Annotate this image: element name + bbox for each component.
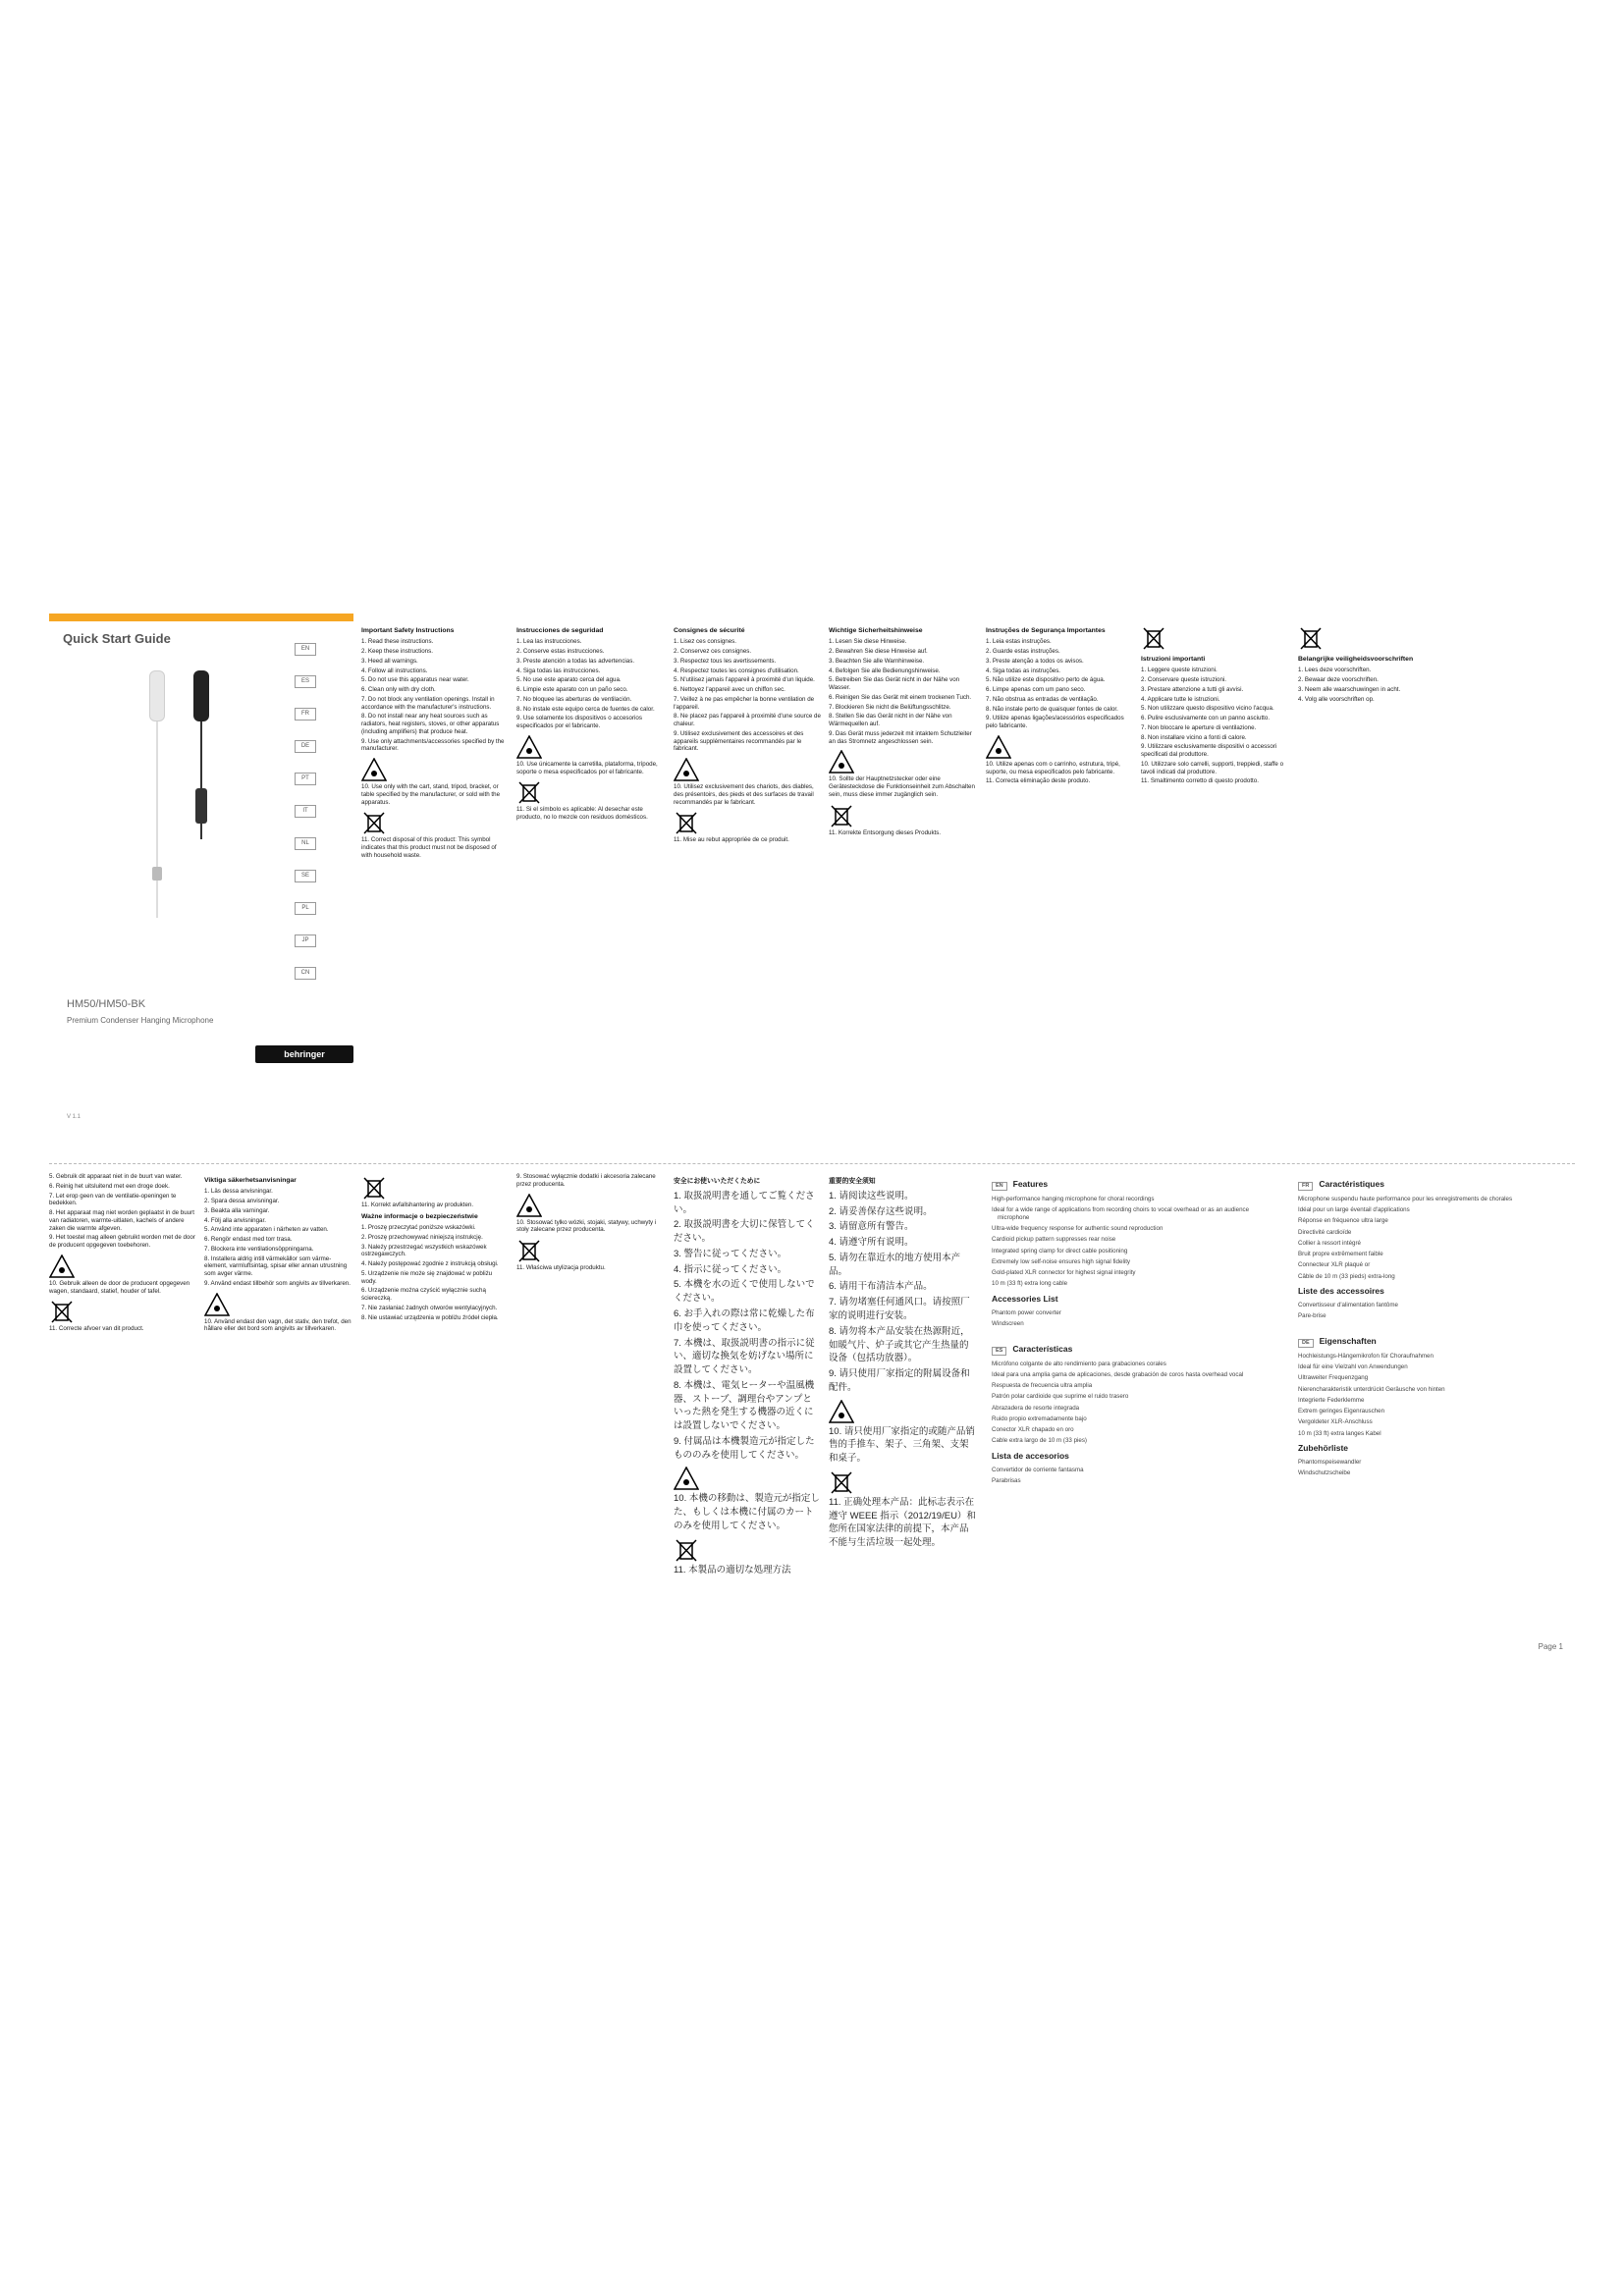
- lang-tab-es[interactable]: ES: [295, 675, 316, 688]
- recycle-bin-crossed-icon: [49, 1300, 75, 1323]
- feature-item: Conector XLR chapado en oro: [992, 1426, 1074, 1434]
- feature-item: Abrazadera de resorte integrada: [992, 1404, 1080, 1412]
- feature-item: Câble de 10 m (33 pieds) extra-long: [1298, 1272, 1395, 1280]
- safety-item: 7. 请勿堵塞任何通风口。请按照厂家的说明进行安装。: [829, 1297, 970, 1321]
- safety-item: 8. Ne placez pas l'appareil à proximité d'une source de chaleur.: [674, 713, 821, 728]
- feature-item: Nierencharakteristik unterdrückt Geräusche von hinten: [1298, 1385, 1445, 1393]
- safety-item: 1. Leia estas instruções.: [986, 638, 1052, 646]
- safety-panel-nl-se: [49, 1173, 353, 1664]
- lang-tab-fr[interactable]: FR: [295, 708, 316, 721]
- safety-item: 3. Beachten Sie alle Warnhinweise.: [829, 657, 925, 665]
- safety-column-es: [516, 623, 664, 824]
- safety-item: 10. 请只使用厂家指定的或随产品销售的手推车、架子、三角架、支架和桌子。: [829, 1425, 975, 1465]
- safety-item: 4. 指示に従ってください。: [674, 1263, 787, 1275]
- safety-column-se-cont: [361, 1173, 509, 1323]
- feature-item: 10 m (33 ft) extra langes Kabel: [1298, 1429, 1381, 1437]
- safety-item: 3. 请留意所有警告。: [829, 1221, 914, 1233]
- lang-tab-pt[interactable]: PT: [295, 773, 316, 785]
- feature-item: Ultraweiter Frequenzgang: [1298, 1374, 1369, 1382]
- accessories-title-es: Lista de accesorios: [992, 1451, 1069, 1462]
- safety-item: 1. Read these instructions.: [361, 638, 434, 646]
- feature-item: Connecteur XLR plaqué or: [1298, 1261, 1371, 1269]
- brand-logo: behringer: [255, 1045, 353, 1063]
- feature-item: 10 m (33 ft) extra long cable: [992, 1280, 1068, 1288]
- safety-item: 7. Veillez à ne pas empêcher la bonne ventilation de l'appareil.: [674, 695, 815, 711]
- safety-item: 1. 请阅读这些说明。: [829, 1190, 914, 1201]
- safety-item: 9. Use only attachments/accessories specified by the manufacturer.: [361, 737, 505, 753]
- lang-tab-en[interactable]: EN: [295, 643, 316, 656]
- safety-item: 10. Utilisez exclusivement des chariots, des diables, des présentoirs, des pieds et des surfaces de travail recommandés par le fabricant.: [674, 783, 814, 806]
- safety-panel-en-es: [361, 614, 666, 1163]
- safety-item: 9. Het toestel mag alleen gebruikt worden met de door de producent opgegeven toebehoren.: [49, 1234, 195, 1249]
- top-sheet: [49, 614, 1575, 1163]
- safety-item: 5. Gebruik dit apparaat niet in de buurt van water.: [49, 1173, 183, 1180]
- safety-item: 2. Proszę przechowywać niniejszą instrukcję.: [361, 1233, 483, 1241]
- recycle-bin-crossed-icon: [361, 811, 387, 834]
- safety-item: 3. 警告に従ってください。: [674, 1248, 787, 1259]
- feature-item: Directivité cardioïde: [1298, 1228, 1352, 1236]
- lang-tag-fr: FR: [1298, 1182, 1313, 1191]
- safety-column-de: [829, 623, 976, 838]
- feature-item: Bruit propre extrêmement faible: [1298, 1251, 1383, 1258]
- safety-item: 5. 本機を水の近くで使用しないでください。: [674, 1279, 815, 1305]
- features-section-fr: [1298, 1173, 1563, 1481]
- safety-item: 3. Respectez tous les avertissements.: [674, 657, 777, 665]
- microphone-image-black: [191, 670, 211, 965]
- lang-tag-en: EN: [992, 1182, 1007, 1191]
- feature-item: Patrón polar cardioide que suprime el ruido trasero: [992, 1393, 1129, 1401]
- feature-item: Respuesta de frecuencia ultra amplia: [992, 1382, 1093, 1390]
- safety-heading-pl: Ważne informacje o bezpieczeństwie: [361, 1212, 478, 1220]
- accessory-item: Phantom power converter: [992, 1308, 1061, 1316]
- accessory-item: Convertisseur d'alimentation fantôme: [1298, 1302, 1398, 1308]
- safety-item: 1. Lea las instrucciones.: [516, 638, 582, 646]
- feature-item: Microphone suspendu haute performance pour les enregistrements de chorales: [1298, 1195, 1513, 1202]
- safety-heading-es: Instrucciones de seguridad: [516, 627, 604, 634]
- safety-column-nl-cont: [49, 1173, 196, 1335]
- safety-item: 11. 本製品の適切な処理方法: [674, 1564, 791, 1575]
- features-title-fr: Caractéristiques: [1319, 1179, 1384, 1189]
- safety-item: 8. Não instale perto de quaisquer fontes de calor.: [986, 705, 1118, 713]
- cover-panel: [49, 614, 353, 1163]
- safety-item: 8. Het apparaat mag niet worden geplaatst in de buurt van radiatoren, warmte-uitlaten, kachels of andere zaken die warmte afgeven.: [49, 1209, 194, 1232]
- safety-item: 6. Reinigen Sie das Gerät mit einem trockenen Tuch.: [829, 693, 972, 701]
- safety-heading-cn: 重要的安全须知: [829, 1178, 876, 1185]
- safety-item: 10. Stosować tylko wózki, stojaki, statywy, uchwyty i stoły zalecane przez producenta.: [516, 1218, 657, 1234]
- lang-tab-it[interactable]: IT: [295, 805, 316, 818]
- safety-item: 8. Do not install near any heat sources such as radiators, heat registers, stoves, or other apparatus (including amplifiers) that produce heat.: [361, 713, 500, 735]
- recycle-bin-crossed-icon: [829, 804, 854, 828]
- safety-item: 4. Siga todas as instruções.: [986, 667, 1061, 674]
- lang-tag-es: ES: [992, 1347, 1006, 1356]
- safety-item: 5. Urządzenie nie może się znajdować w pobliżu wody.: [361, 1269, 493, 1285]
- safety-item: 11. Correcte afvoer van dit product.: [49, 1325, 144, 1333]
- safety-item: 11. Correct disposal of this product: This symbol indicates that this product must not be disposed of with household waste.: [361, 836, 497, 859]
- safety-item: 10. Använd endast den vagn, det stativ, den trefot, den hållare eller det bord som angivits av tillverkaren.: [204, 1317, 352, 1333]
- safety-item: 11. Correcta eliminação deste produto.: [986, 777, 1091, 785]
- safety-item: 7. Blockieren Sie nicht die Belüftungsschlitze.: [829, 703, 951, 711]
- safety-item: 8. Non installare vicino a fonti di calore.: [1141, 733, 1247, 741]
- feature-item: Cable extra largo de 10 m (33 pies): [992, 1437, 1087, 1445]
- version-label: V 1.1: [67, 1114, 81, 1120]
- safety-item: 5. N'utilisez jamais l'appareil à proximité d'un liquide.: [674, 676, 815, 684]
- safety-item: 9. Utilisez exclusivement des accessoires et des appareils supplémentaires recommandés par le fabricant.: [674, 729, 804, 753]
- safety-item: 7. Let erop geen van de ventilatie-openingen te bedekken.: [49, 1192, 177, 1207]
- cart-warning-icon: [674, 1467, 699, 1490]
- safety-column-it: [1141, 623, 1288, 787]
- safety-item: 3. Heed all warnings.: [361, 657, 418, 665]
- quick-start-title: Quick Start Guide: [63, 631, 171, 646]
- feature-item: Ideal for a wide range of applications from recording choirs to vocal overhead or as an audience microphone: [992, 1206, 1250, 1221]
- feature-item: Réponse en fréquence ultra large: [1298, 1217, 1388, 1225]
- safety-panel-fr-de: [674, 614, 978, 1163]
- safety-heading-de: Wichtige Sicherheitshinweise: [829, 627, 923, 634]
- safety-item: 3. Neem alle waarschuwingen in acht.: [1298, 685, 1401, 693]
- safety-item: 5. Não utilize este dispositivo perto de água.: [986, 676, 1106, 684]
- safety-item: 2. 请妥善保存这些说明。: [829, 1205, 933, 1217]
- feature-item: Ruido propio extremadamente bajo: [992, 1415, 1087, 1422]
- accessory-item: Pare-brise: [1298, 1312, 1326, 1320]
- safety-item: 7. Do not block any ventilation openings. Install in accordance with the manufacturer's instructions.: [361, 695, 495, 711]
- safety-heading-fr: Consignes de sécurité: [674, 627, 745, 634]
- safety-item: 10. Use only with the cart, stand, tripod, bracket, or table specified by the manufacturer, or sold with the apparatus.: [361, 783, 501, 806]
- safety-item: 9. 付属品は本機製造元が指定したもののみを使用してください。: [674, 1435, 815, 1461]
- language-tabs: [295, 643, 316, 999]
- safety-item: 9. 请只使用厂家指定的附属设备和配件。: [829, 1368, 970, 1393]
- safety-item: 11. Mise au rebut appropriée de ce produit.: [674, 836, 789, 844]
- feature-item: Ideal para una amplia gama de aplicaciones, desde grabación de coros hasta overhead vocal: [992, 1370, 1244, 1378]
- feature-item: Cardioid pickup pattern suppresses rear noise: [992, 1236, 1116, 1244]
- safety-item: 8. No instale este equipo cerca de fuentes de calor.: [516, 705, 655, 713]
- safety-item: 2. Spara dessa anvisningar.: [204, 1198, 280, 1205]
- safety-item: 6. Reinig het uitsluitend met een droge doek.: [49, 1182, 170, 1190]
- safety-item: 7. Blockera inte ventilationsöppningarna.: [204, 1245, 314, 1253]
- cart-warning-icon: [361, 758, 387, 781]
- safety-item: 3. Preste atenção a todos os avisos.: [986, 657, 1084, 665]
- lang-tab-de[interactable]: DE: [295, 740, 316, 753]
- lang-tab-pl[interactable]: PL: [295, 902, 316, 915]
- safety-item: 7. No bloquee las aberturas de ventilación.: [516, 695, 632, 703]
- page-number: Page 1: [1538, 1642, 1563, 1651]
- safety-heading-it: Istruzioni importanti: [1141, 656, 1206, 663]
- safety-item: 10. 本機の移動は、製造元が指定した、もしくは本機に付属のカートのみを使用してください。: [674, 1493, 820, 1531]
- safety-item: 10. Gebruik alleen de door de producent opgegeven wagen, standaard, statief, houder of tafel.: [49, 1279, 190, 1295]
- feature-item: Extremely low self-noise ensures high signal fidelity: [992, 1257, 1131, 1265]
- product-name: HM50/HM50-BK: [67, 998, 146, 1010]
- safety-item: 5. Do not use this apparatus near water.: [361, 676, 469, 684]
- safety-item: 10. Use únicamente la carretilla, plataforma, trípode, soporte o mesa especificados por el fabricante.: [516, 760, 658, 775]
- recycle-bin-crossed-icon: [1298, 626, 1324, 650]
- safety-item: 7. Não obstrua as entradas de ventilação.: [986, 695, 1099, 703]
- safety-item: 2. Keep these instructions.: [361, 648, 433, 656]
- safety-item: 5. No use este aparato cerca del agua.: [516, 676, 622, 684]
- feature-item: Vergoldeter XLR-Anschluss: [1298, 1418, 1373, 1426]
- safety-item: 7. Non bloccare le aperture di ventilazione.: [1141, 723, 1257, 731]
- safety-column-pt: [986, 623, 1133, 787]
- safety-item: 2. Conservare queste istruzioni.: [1141, 676, 1227, 684]
- recycle-bin-crossed-icon: [674, 1538, 699, 1562]
- safety-item: 4. Respectez toutes les consignes d'utilisation.: [674, 667, 799, 674]
- safety-item: 5. Använd inte apparaten i närheten av vatten.: [204, 1226, 329, 1234]
- safety-item: 7. Nie zasłaniać żadnych otworów wentylacyjnych.: [361, 1304, 498, 1311]
- cart-warning-icon: [204, 1293, 230, 1316]
- safety-item: 6. お手入れの際は常に乾燥した布巾を使ってください。: [674, 1308, 815, 1333]
- safety-item: 4. Należy postępować zgodnie z instrukcją obsługi.: [361, 1260, 499, 1268]
- accessory-item: Windschutzscheibe: [1298, 1469, 1351, 1477]
- feature-item: Ideal für eine Vielzahl von Anwendungen: [1298, 1363, 1408, 1371]
- safety-item: 4. Applicare tutte le istruzioni.: [1141, 695, 1220, 703]
- safety-item: 10. Sollte der Hauptnetzstecker oder eine Gerätesteckdose die Funktionseinheit zum Abschalten sein, muss diese immer zugänglich sein.: [829, 775, 975, 798]
- safety-item: 11. Si el símbolo es aplicable: Al desechar este producto, no lo mezcle con residuos domésticos.: [516, 806, 648, 822]
- safety-item: 4. Befolgen Sie alle Bedienungshinweise.: [829, 667, 941, 674]
- features-title-es: Características: [1012, 1343, 1073, 1354]
- safety-item: 3. Należy przestrzegać wszystkich wskazówek ostrzegawczych.: [361, 1243, 487, 1258]
- feature-item: Extrem geringes Eigenrauschen: [1298, 1408, 1385, 1415]
- feature-item: Integrierte Federklemme: [1298, 1396, 1365, 1404]
- safety-item: 6. 请用干布清洁本产品。: [829, 1281, 933, 1293]
- lang-tab-se[interactable]: SE: [295, 870, 316, 882]
- safety-heading-jp: 安全にお使いいただくために: [674, 1178, 761, 1185]
- safety-item: 8. Installera aldrig intill värmekällor som värme-element, varmluftsintag, spisar eller annan utrustning som avger värme.: [204, 1255, 348, 1278]
- safety-item: 2. Conserve estas instrucciones.: [516, 648, 605, 656]
- safety-column-cn: [829, 1173, 976, 1552]
- safety-item: 1. Lisez ces consignes.: [674, 638, 736, 646]
- safety-heading-pt: Instruções de Segurança Importantes: [986, 627, 1106, 634]
- safety-item: 3. Prestare attenzione a tutti gli avvisi.: [1141, 685, 1244, 693]
- safety-item: 4. Siga todas las instrucciones.: [516, 667, 601, 674]
- safety-item: 9. Utilize apenas ligações/acessórios especificados pelo fabricante.: [986, 715, 1124, 730]
- safety-item: 9. Stosować wyłącznie dodatki i akcesoria zalecane przez producenta.: [516, 1173, 656, 1188]
- safety-column-fr: [674, 623, 821, 846]
- safety-item: 3. Preste atención a todas las advertencias.: [516, 657, 635, 665]
- features-section-en: [992, 1173, 1276, 1488]
- safety-item: 5. Betreiben Sie das Gerät nicht in der Nähe von Wasser.: [829, 676, 960, 692]
- safety-item: 4. Följ alla anvisningar.: [204, 1216, 266, 1224]
- safety-item: 8. 本機は、電気ヒーターや温風機器、ストーブ、調理台やアンプといった熱を発生する機器の近くには設置しないでください。: [674, 1379, 815, 1432]
- safety-item: 1. Lesen Sie diese Hinweise.: [829, 638, 907, 646]
- accessory-item: Phantomspeisewandler: [1298, 1459, 1362, 1466]
- safety-item: 4. Follow all instructions.: [361, 667, 428, 674]
- feature-item: Integrated spring clamp for direct cable positioning: [992, 1247, 1128, 1255]
- safety-item: 2. Bewahren Sie diese Hinweise auf.: [829, 648, 928, 656]
- safety-item: 11. Właściwa utylizacja produktu.: [516, 1264, 606, 1271]
- feature-item: High-performance hanging microphone for choral recordings: [992, 1195, 1155, 1202]
- safety-item: 11. 正确处理本产品：此标志表示在遵守 WEEE 指示（2012/19/EU）和您所在国家法律的前提下，本产品不能与生活垃圾一起处理。: [829, 1496, 976, 1549]
- accessory-item: Convertidor de corriente fantasma: [992, 1466, 1084, 1473]
- feature-item: Gold-plated XLR connector for highest signal integrity: [992, 1269, 1136, 1277]
- recycle-bin-crossed-icon: [516, 780, 542, 804]
- safety-item: 5. Non utilizzare questo dispositivo vicino l'acqua.: [1141, 705, 1274, 713]
- feature-item: Hochleistungs-Hängemikrofon für Choraufnahmen: [1298, 1352, 1434, 1360]
- recycle-bin-crossed-icon: [829, 1470, 854, 1494]
- recycle-bin-crossed-icon: [1141, 626, 1166, 650]
- safety-item: 10. Utilize apenas com o carrinho, estrutura, tripé, suporte, ou mesa especificados pelo fabricante.: [986, 760, 1120, 775]
- lang-tab-jp[interactable]: JP: [295, 934, 316, 947]
- safety-item: 1. Läs dessa anvisningar.: [204, 1188, 273, 1196]
- safety-item: 2. 取扱説明書を大切に保管してください。: [674, 1219, 815, 1245]
- safety-heading-se: Viktiga säkerhetsanvisningar: [204, 1177, 297, 1184]
- recycle-bin-crossed-icon: [361, 1176, 387, 1200]
- safety-item: 4. 请遵守所有说明。: [829, 1237, 914, 1249]
- lang-tag-de: DE: [1298, 1339, 1314, 1348]
- safety-item: 11. Korrekte Entsorgung dieses Produkts.: [829, 828, 942, 836]
- safety-item: 6. Rengör endast med torr trasa.: [204, 1236, 293, 1244]
- safety-item: 11. Smaltimento corretto di questo prodotto.: [1141, 777, 1259, 785]
- safety-item: 2. Bewaar deze voorschriften.: [1298, 676, 1379, 684]
- safety-item: 9. Använd endast tillbehör som angivits av tillverkaren.: [204, 1279, 351, 1287]
- safety-item: 9. Utilizzare esclusivamente dispositivi o accessori specificati dal produttore.: [1141, 743, 1277, 759]
- safety-panel-pt-it: [986, 614, 1290, 1163]
- cart-warning-icon: [49, 1255, 75, 1278]
- safety-item: 7. 本機は、取扱説明書の指示に従い、適切な換気を妨げない場所に設置してください。: [674, 1337, 815, 1376]
- safety-item: 6. Clean only with dry cloth.: [361, 686, 436, 694]
- product-subtitle: Premium Condenser Hanging Microphone: [67, 1016, 214, 1025]
- recycle-bin-crossed-icon: [516, 1239, 542, 1262]
- features-title-en: Features: [1012, 1179, 1049, 1189]
- accessories-title-en: Accessories List: [992, 1294, 1058, 1305]
- feature-item: Ultra-wide frequency response for authentic sound reproduction: [992, 1225, 1164, 1233]
- microphone-image-white: [147, 670, 167, 965]
- safety-item: 8. 请勿将本产品安装在热源附近，如暖气片、炉子或其它产生热量的设备（包括功放器）。: [829, 1325, 970, 1364]
- safety-column-se: [204, 1173, 352, 1335]
- safety-item: 10. Utilizzare solo carrelli, supporti, treppiedi, staffe o tavoli indicati dal produttore.: [1141, 760, 1284, 775]
- safety-item: 1. 取扱説明書を通してご覧ください。: [674, 1190, 815, 1215]
- features-panel-fr-de: [1298, 1173, 1575, 1664]
- safety-panel-jp-cn: [674, 1173, 978, 1664]
- bottom-sheet: [49, 1173, 1575, 1664]
- safety-item: 3. Beakta alla varningar.: [204, 1206, 270, 1214]
- accessories-title-de: Zubehörliste: [1298, 1443, 1349, 1454]
- features-panel-en-es: [992, 1173, 1286, 1664]
- safety-item: 6. Pulire esclusivamente con un panno asciutto.: [1141, 715, 1271, 722]
- accessory-item: Windscreen: [992, 1320, 1024, 1327]
- safety-item: 2. Conservez ces consignes.: [674, 648, 752, 656]
- safety-item: 8. Nie ustawiać urządzenia w pobliżu źródeł ciepła.: [361, 1313, 499, 1321]
- safety-item: 9. Use solamente los dispositivos o accesorios especificados por el fabricante.: [516, 715, 642, 730]
- safety-item: 11. Korrekt avfallshantering av produkten.: [361, 1201, 474, 1208]
- safety-panel-pl: [361, 1173, 666, 1664]
- recycle-bin-crossed-icon: [674, 811, 699, 834]
- safety-item: 5. 请勿在靠近水的地方使用本产品。: [829, 1252, 961, 1277]
- lang-tab-cn[interactable]: CN: [295, 967, 316, 980]
- safety-item: 1. Lees deze voorschriften.: [1298, 667, 1372, 674]
- cart-warning-icon: [674, 758, 699, 781]
- safety-item: 1. Proszę przeczytać poniższe wskazówki.: [361, 1224, 476, 1232]
- safety-column-jp: [674, 1173, 821, 1578]
- cart-warning-icon: [516, 1194, 542, 1217]
- cart-warning-icon: [516, 735, 542, 759]
- feature-item: Idéal pour un large éventail d'applications: [1298, 1206, 1410, 1214]
- feature-item: Micrófono colgante de alto rendimiento para grabaciones corales: [992, 1360, 1166, 1367]
- cart-warning-icon: [829, 1400, 854, 1423]
- safety-panel-nl: [1298, 614, 1575, 1163]
- fold-line: [49, 1163, 1575, 1164]
- cart-warning-icon: [829, 750, 854, 774]
- safety-item: 6. Urządzenie można czyścić wyłącznie suchą ściereczką.: [361, 1287, 486, 1303]
- safety-item: 9. Das Gerät muss jederzeit mit intaktem Schutzleiter an das Stromnetz angeschlossen sein.: [829, 729, 972, 745]
- safety-item: 1. Leggere queste istruzioni.: [1141, 667, 1218, 674]
- accessories-title-fr: Liste des accessoires: [1298, 1286, 1384, 1297]
- safety-item: 8. Stellen Sie das Gerät nicht in der Nähe von Wärmequellen auf.: [829, 713, 952, 728]
- safety-column-en: [361, 623, 509, 862]
- safety-item: 6. Limpie este aparato con un paño seco.: [516, 686, 628, 694]
- safety-heading-en: Important Safety Instructions: [361, 627, 455, 634]
- feature-item: Collier à ressort intégré: [1298, 1239, 1361, 1247]
- cart-warning-icon: [986, 735, 1011, 759]
- safety-column-pl-cont: [516, 1173, 664, 1274]
- lang-tab-nl[interactable]: NL: [295, 837, 316, 850]
- safety-item: 2. Guarde estas instruções.: [986, 648, 1060, 656]
- accent-bar: [49, 614, 353, 621]
- safety-item: 4. Volg alle voorschriften op.: [1298, 695, 1375, 703]
- safety-heading-nl: Belangrijke veiligheidsvoorschriften: [1298, 656, 1414, 663]
- safety-item: 6. Limpe apenas com um pano seco.: [986, 686, 1086, 694]
- safety-column-nl: [1298, 623, 1563, 705]
- accessory-item: Parabrisas: [992, 1477, 1021, 1484]
- safety-item: 6. Nettoyez l'appareil avec un chiffon sec.: [674, 686, 785, 694]
- features-title-de: Eigenschaften: [1319, 1336, 1377, 1346]
